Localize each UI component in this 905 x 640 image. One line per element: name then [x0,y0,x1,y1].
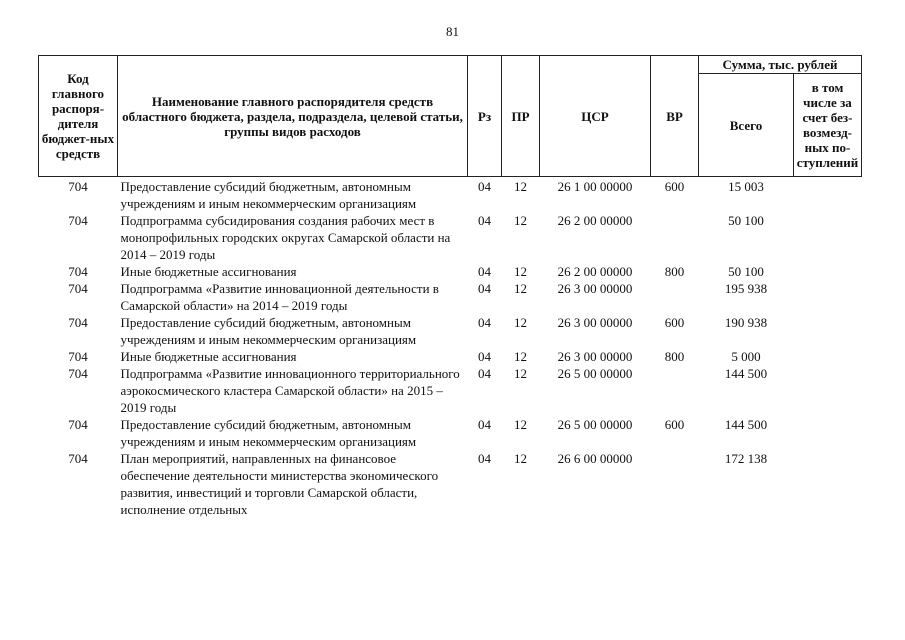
cell-vr: 600 [664,179,685,194]
cell-rz: 04 [478,264,491,279]
cell-incl [794,280,862,314]
cell-vr [651,212,699,263]
table-row [39,280,862,314]
cell-csr: 26 3 00 00000 [557,281,633,296]
cell-code: 704 [68,281,88,296]
cell-rz: 04 [478,349,491,364]
table-row [39,348,862,365]
cell-rz: 04 [478,451,491,466]
cell-incl [794,263,862,280]
cell-total: 190 938 [724,315,768,330]
cell-name: Подпрограмма «Развитие инновационной деятельности в Самарской области» на 2014 – 2019 годы [120,281,439,313]
header-total: Всего [699,74,794,177]
cell-rz: 04 [478,315,491,330]
cell-rz: 04 [478,366,491,381]
cell-name: Предоставление субсидий бюджетным, автономным учреждениям и иным некоммерческим организациям [120,417,417,449]
cell-incl [794,365,862,416]
table-row [39,416,862,450]
cell-incl [794,348,862,365]
cell-name: Предоставление субсидий бюджетным, автономным учреждениям и иным некоммерческим организациям [120,179,417,211]
page-number: 81 [446,24,459,39]
cell-pr: 12 [514,213,527,228]
table-body [39,177,862,519]
cell-csr: 26 5 00 00000 [557,417,633,432]
cell-name: Подпрограмма «Развитие инновационного территориального аэрокосмического кластера Самарской области» на 2015 – 2019 годы [120,366,460,415]
table-row [39,365,862,416]
table-row [39,212,862,263]
cell-name: План мероприятий, направленных на финансовое обеспечение деятельности министерства экономического развития, инвестиций и торговли Самарской области, исполнение отдельных [120,451,439,517]
cell-pr: 12 [514,349,527,364]
cell-incl [794,314,862,348]
budget-table [38,55,862,518]
cell-pr: 12 [514,417,527,432]
cell-csr: 26 3 00 00000 [557,315,633,330]
cell-code: 704 [68,451,88,466]
cell-pr: 12 [514,179,527,194]
cell-csr: 26 3 00 00000 [557,349,633,364]
table-header [39,56,862,177]
header-rz: Рз [468,56,502,177]
cell-total: 15 003 [728,179,764,194]
cell-vr: 600 [664,315,685,330]
cell-vr: 800 [664,349,685,364]
cell-code: 704 [68,349,88,364]
cell-incl [794,177,862,213]
cell-code: 704 [68,366,88,381]
cell-pr: 12 [514,281,527,296]
cell-csr: 26 2 00 00000 [557,213,633,228]
cell-total: 172 138 [724,451,768,466]
header-incl: в том числе за счет без-возмезд-ных по-ступлений [794,74,862,177]
cell-csr: 26 5 00 00000 [557,366,633,381]
cell-csr: 26 1 00 00000 [557,179,633,194]
cell-total: 5 000 [731,349,761,364]
table-row [39,450,862,518]
cell-code: 704 [68,179,88,194]
cell-incl [794,416,862,450]
cell-code: 704 [68,315,88,330]
cell-name: Предоставление субсидий бюджетным, автономным учреждениям и иным некоммерческим организациям [120,315,417,347]
cell-incl [794,212,862,263]
header-vr: ВР [651,56,699,177]
cell-rz: 04 [478,281,491,296]
header-csr: ЦСР [540,56,651,177]
cell-name: Иные бюджетные ассигнования [120,264,297,279]
cell-csr: 26 2 00 00000 [557,264,633,279]
cell-vr [651,365,699,416]
cell-vr [651,280,699,314]
table-row [39,177,862,213]
header-code: Код главного распоря-дителя бюджет-ных средств [39,56,118,177]
cell-rz: 04 [478,417,491,432]
cell-total: 195 938 [724,281,768,296]
cell-vr: 600 [664,417,685,432]
cell-vr: 800 [664,264,685,279]
cell-code: 704 [68,213,88,228]
table-row [39,314,862,348]
cell-total: 50 100 [728,213,764,228]
cell-csr: 26 6 00 00000 [557,451,633,466]
cell-total: 144 500 [724,366,768,381]
cell-vr [651,450,699,518]
header-name: Наименование главного распорядителя средств областного бюджета, раздела, подраздела, целевой статьи, группы видов расходов [118,56,468,177]
cell-total: 144 500 [724,417,768,432]
cell-name: Подпрограмма субсидирования создания рабочих мест в монопрофильных городских округах Самарской области на 2014 – 2019 годы [120,213,451,262]
cell-pr: 12 [514,264,527,279]
cell-pr: 12 [514,315,527,330]
cell-rz: 04 [478,179,491,194]
cell-name: Иные бюджетные ассигнования [120,349,297,364]
cell-incl [794,450,862,518]
header-pr: ПР [502,56,540,177]
cell-pr: 12 [514,451,527,466]
cell-pr: 12 [514,366,527,381]
table-row [39,263,862,280]
cell-rz: 04 [478,213,491,228]
cell-total: 50 100 [728,264,764,279]
cell-code: 704 [68,264,88,279]
header-sum: Сумма, тыс. рублей [699,56,862,74]
cell-code: 704 [68,417,88,432]
